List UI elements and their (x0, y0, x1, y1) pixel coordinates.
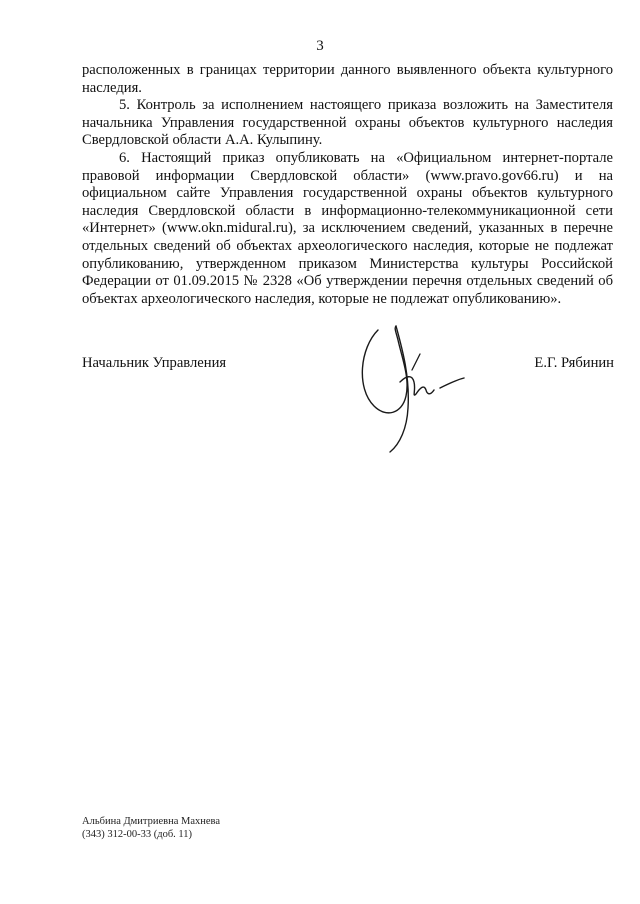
signature-row (82, 355, 614, 377)
paragraph-continuation: расположенных в границах территории данного выявленного объекта культурного наследия. (82, 62, 613, 96)
signer-title: Начальник Управления (82, 355, 227, 371)
signer-name: Е.Г. Рябинин (534, 355, 614, 371)
document-body (82, 62, 613, 308)
handwritten-signature (350, 318, 470, 458)
paragraph-item-5: 5. Контроль за исполнением настоящего приказа возложить на Заместителя начальника Управления государственной охраны объектов культурного наследия Свердловской области А.А. Кулыпину. (82, 97, 613, 149)
executor-name: Альбина Дмитриевна Махнева (82, 816, 221, 827)
page-number: 3 (316, 38, 324, 54)
executor-info (82, 815, 220, 841)
executor-phone: (343) 312-00-33 (доб. 11) (82, 829, 193, 840)
paragraph-item-6: 6. Настоящий приказ опубликовать на «Официальном интернет-портале правовой информации Свердловской области» (www.pravo.gov66.ru) и на официальном сайте Управления государственной охраны объектов культурного наследия Свердловской области в информационно-телекоммуникационной сети «Интернет» (www.okn.midural.ru), за исключением сведений, указанных в перечне отдельных сведений об объектах археологического наследия, которые не подлежат опубликованию, утвержденном приказом Министерства культуры Российской Федерации от 01.09.2015 № 2328 «Об утверждении перечня отдельных сведений об объектах археологического наследия, которые не подлежат опубликованию». (82, 149, 613, 307)
